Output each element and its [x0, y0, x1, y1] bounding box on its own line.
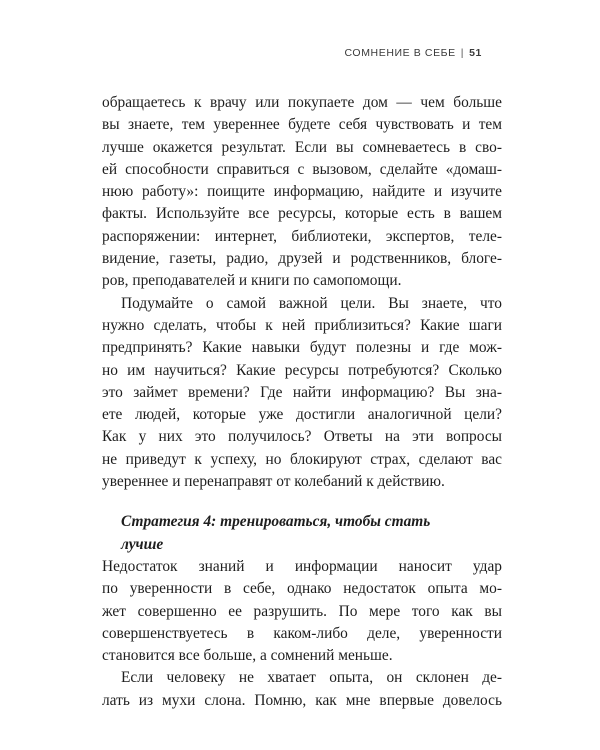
paragraph-line: предпринять? Какие навыки будут полезны и где мож-	[102, 339, 502, 357]
paragraph-line: это займет времени? Где найти информацию? Вы зна-	[102, 383, 502, 401]
paragraph-line: становится все больше, а сомнений меньше.	[102, 647, 393, 665]
chapter-title: СОМНЕНИЕ В СЕБЕ	[344, 47, 456, 59]
paragraph-line: жет совершенно ее разрушить. По мере того как вы	[102, 602, 502, 620]
paragraph-line: не приведут к успеху, но блокируют страх, сделают вас	[102, 450, 502, 468]
paragraph-line: видение, газеты, радио, друзей и родственников, блоге-	[102, 250, 502, 268]
section-heading-line: Стратегия 4: тренироваться, чтобы стать	[121, 513, 431, 531]
paragraph-line: ей способности справиться с вызовом, сделайте «домаш-	[102, 160, 502, 178]
paragraph-line: обращаетесь к врачу или покупаете дом — чем больше	[102, 94, 502, 111]
paragraph-line: Как у них это получилось? Ответы на эти вопросы	[102, 428, 502, 446]
section-heading	[102, 511, 502, 556]
paragraph-line: совершенствуетесь в каком-либо деле, уверенности	[102, 624, 502, 642]
paragraph-line: ете людей, которые уже достигли аналогичной цели?	[102, 406, 502, 424]
paragraph-line: вы знаете, тем увереннее будете себя чувствовать и тем	[102, 116, 502, 134]
header-separator: |	[460, 47, 465, 59]
paragraph-line: Подумайте о самой важной цели. Вы знаете, что	[121, 294, 502, 312]
section-heading-line: лучше	[121, 535, 164, 553]
paragraph-line: нюю работу»: поищите информацию, найдите и изучите	[102, 183, 502, 201]
paragraph-line: распоряжении: интернет, библиотеки, экспертов, теле-	[102, 227, 502, 245]
paragraph-line: по уверенности в себе, однако недостаток опыта мо-	[102, 580, 502, 598]
paragraph-2	[102, 293, 502, 494]
page-body	[102, 92, 502, 712]
paragraph-line: нужно сделать, чтобы к ней приблизиться? Какие шаги	[102, 316, 502, 334]
paragraph-1	[102, 92, 502, 293]
paragraph-4	[102, 667, 502, 712]
paragraph-line: лучше окажется результат. Если вы сомневаетесь в сво-	[102, 138, 502, 156]
paragraph-line: факты. Используйте все ресурсы, которые есть в вашем	[102, 205, 502, 223]
running-header	[344, 47, 482, 59]
paragraph-3	[102, 556, 502, 667]
page-number: 51	[469, 47, 482, 59]
paragraph-line: Недостаток знаний и информации наносит удар	[102, 557, 502, 575]
section-spacer	[102, 493, 502, 511]
paragraph-line: лать из мухи слона. Помню, как мне впервые довелось	[102, 691, 502, 709]
paragraph-line: но им научиться? Какие ресурсы потребуются? Сколько	[102, 361, 502, 379]
paragraph-line: увереннее и перенаправят от колебаний к действию.	[102, 473, 445, 491]
paragraph-line: ров, преподавателей и книги по самопомощи.	[102, 272, 402, 290]
paragraph-line: Если человеку не хватает опыта, он склонен де-	[121, 669, 502, 687]
